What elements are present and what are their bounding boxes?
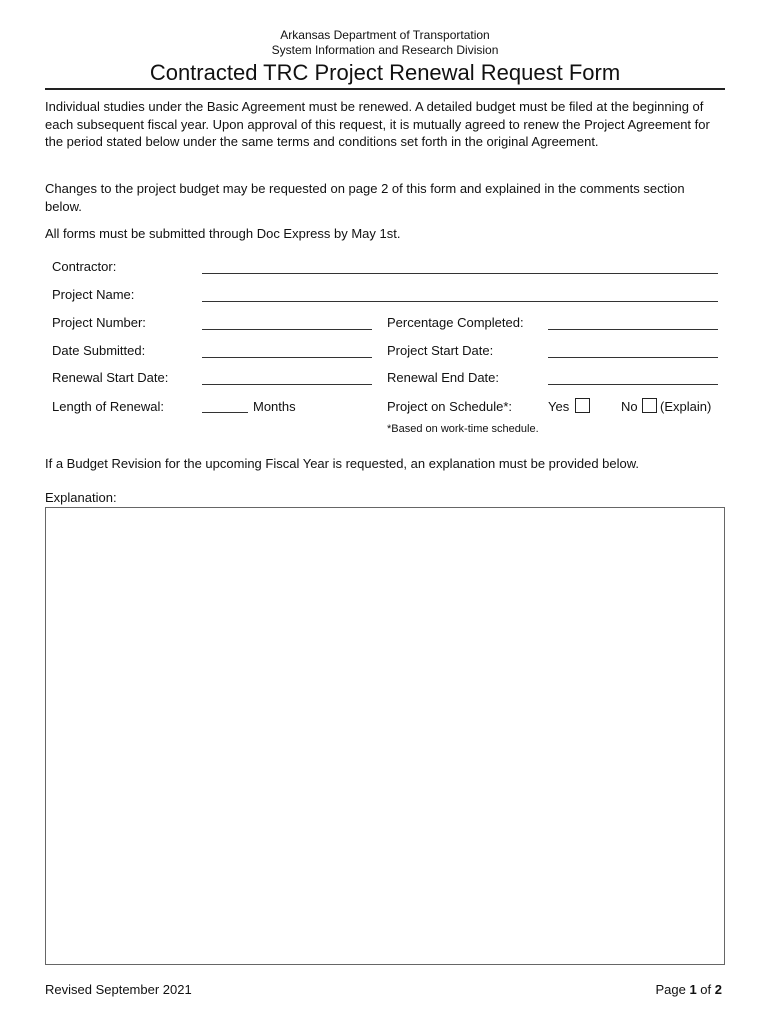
title-rule <box>45 88 725 90</box>
project-on-schedule-label: Project on Schedule*: <box>387 399 513 414</box>
page-total: 2 <box>714 982 722 997</box>
renewal-start-date-field[interactable] <box>202 384 372 385</box>
date-submitted-label: Date Submitted: <box>52 343 146 358</box>
date-submitted-field[interactable] <box>202 357 372 358</box>
schedule-footnote: *Based on work-time schedule. <box>387 423 539 435</box>
explanation-label: Explanation: <box>45 490 117 505</box>
project-start-date-label: Project Start Date: <box>387 343 494 358</box>
renewal-end-date-label: Renewal End Date: <box>387 370 500 385</box>
no-label: No <box>621 399 638 414</box>
budget-revision-note: If a Budget Revision for the upcoming Fiscal Year is requested, an explanation must be provided below. <box>45 456 640 471</box>
intro-paragraph-2: Changes to the project budget may be requested on page 2 of this form and explained in the comments section below. <box>45 181 685 214</box>
length-of-renewal-label: Length of Renewal: <box>52 399 165 414</box>
page-current: 1 <box>689 982 697 997</box>
project-name-label: Project Name: <box>52 287 135 302</box>
division-name: System Information and Research Division <box>271 43 499 57</box>
percentage-completed-label: Percentage Completed: <box>387 315 524 330</box>
page-of: of <box>696 982 715 997</box>
explanation-textarea[interactable] <box>45 507 725 965</box>
page-prefix: Page <box>655 982 690 997</box>
no-checkbox[interactable] <box>642 398 657 413</box>
agency-name: Arkansas Department of Transportation <box>280 28 490 42</box>
renewal-end-date-field[interactable] <box>548 384 718 385</box>
contractor-field[interactable] <box>202 273 718 274</box>
percentage-completed-field[interactable] <box>548 329 718 330</box>
intro-paragraph-3: All forms must be submitted through Doc Express by May 1st. <box>45 226 401 241</box>
project-name-field[interactable] <box>202 301 718 302</box>
project-number-field[interactable] <box>202 329 372 330</box>
explain-label: (Explain) <box>660 399 712 414</box>
page-title: Contracted TRC Project Renewal Request Form <box>149 60 621 85</box>
months-unit-label: Months <box>253 399 296 414</box>
intro-paragraph-1: Individual studies under the Basic Agreement must be renewed. A detailed budget must be filed at the beginning of each subsequent fiscal year. Upon approval of this request, it is mutually agreed to renew the Project Agreement for the period stated below under the same terms and conditions set forth in the original Agreement. <box>45 99 710 149</box>
page-indicator <box>655 982 722 998</box>
revision-date: Revised September 2021 <box>45 982 192 997</box>
yes-checkbox[interactable] <box>575 398 590 413</box>
length-of-renewal-field[interactable] <box>202 412 248 413</box>
renewal-start-date-label: Renewal Start Date: <box>52 370 169 385</box>
project-start-date-field[interactable] <box>548 357 718 358</box>
contractor-label: Contractor: <box>52 259 117 274</box>
project-number-label: Project Number: <box>52 315 146 330</box>
yes-label: Yes <box>548 399 570 414</box>
